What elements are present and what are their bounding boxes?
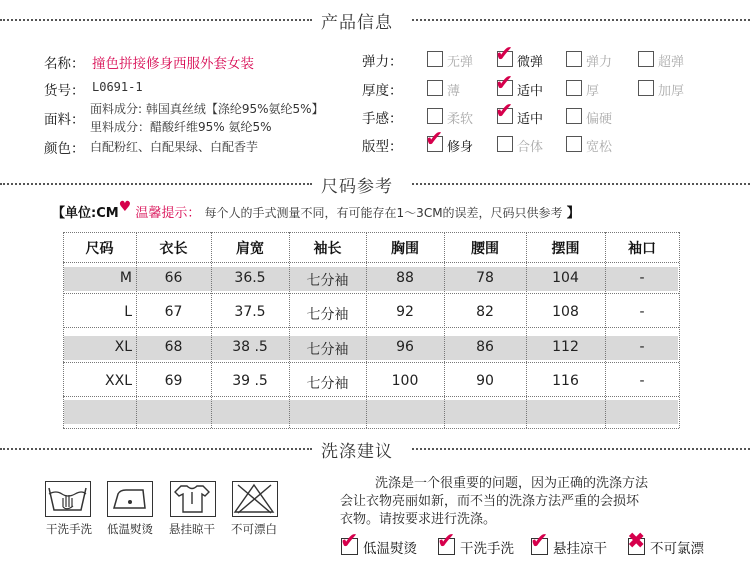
- fabric-label: 面料：: [44, 112, 85, 128]
- option-checkbox[interactable]: [427, 80, 443, 96]
- wash-check-label: 不可氯漂: [650, 541, 704, 557]
- option-checkbox[interactable]: [638, 80, 654, 96]
- table-cell: 68: [164, 339, 183, 355]
- table-cell: L: [124, 304, 132, 320]
- table-cell: 78: [476, 270, 494, 286]
- table-row-line: [63, 428, 679, 429]
- wash-check-label: 悬挂凉干: [553, 541, 607, 557]
- option-label: 弹力: [586, 55, 613, 70]
- wash-check-label: 低温熨烫: [363, 541, 417, 557]
- table-cell: 69: [164, 373, 183, 389]
- wash-check-label: 干洗手洗: [460, 541, 514, 557]
- heart-icon: ♥: [118, 199, 132, 215]
- table-header-cell: 胸围: [391, 241, 419, 257]
- table-cell: 88: [396, 270, 414, 286]
- table-cell: XXL: [105, 373, 132, 389]
- wash-icon-label-1: 低温熨烫: [107, 522, 153, 536]
- low-iron-icon: [107, 481, 153, 517]
- attribute-label: 手感：: [362, 111, 403, 127]
- section-divider: [0, 183, 312, 185]
- checkmark-icon: ✔: [340, 529, 359, 554]
- table-cell: -: [639, 270, 645, 286]
- table-cell: 36.5: [234, 270, 266, 286]
- table-row-line: [63, 232, 679, 233]
- size-note: [52, 199, 580, 221]
- table-cell: 90: [476, 373, 494, 389]
- tip-title: 温馨提示：: [135, 206, 201, 221]
- table-cell: M: [119, 270, 132, 286]
- option-checkbox[interactable]: [566, 80, 582, 96]
- table-cell: 96: [396, 339, 414, 355]
- name-label: 名称：: [44, 56, 85, 72]
- option-label: 合体: [517, 140, 544, 155]
- option-label: 厚: [586, 84, 600, 99]
- wash-icon-label-2: 悬挂晾干: [169, 522, 215, 536]
- table-cell: 67: [164, 304, 183, 320]
- hang-dry-icon: [170, 481, 216, 517]
- table-cell: 86: [476, 339, 494, 355]
- no-bleach-icon: [232, 481, 278, 517]
- section-divider: [0, 448, 312, 450]
- table-cell: 37.5: [234, 304, 266, 320]
- option-label: 偏硬: [586, 112, 613, 127]
- attribute-label: 厚度：: [362, 83, 403, 99]
- table-cell: 116: [552, 373, 579, 389]
- checkmark-icon: ✔: [425, 127, 444, 152]
- tip-text: 每个人的手式测量不同，有可能存在1～3CM的误差，尺码只供参考: [204, 206, 563, 220]
- option-checkbox[interactable]: [566, 108, 582, 124]
- table-cell: -: [639, 373, 645, 389]
- table-header-cell: 尺码: [85, 241, 114, 257]
- section-divider: [0, 19, 312, 21]
- color-value: 白配粉红、白配果绿、白配香芋: [90, 140, 259, 154]
- section-title-wash: 洗涤建议: [321, 442, 393, 462]
- table-cell: XL: [114, 339, 132, 355]
- table-header-cell: 肩宽: [236, 241, 264, 257]
- table-cell: 66: [164, 270, 183, 286]
- table-cell: 108: [552, 304, 579, 320]
- code-value: L0691-1: [92, 80, 143, 94]
- table-cell: 七分袖: [306, 342, 349, 358]
- table-header-cell: 衣长: [159, 241, 188, 257]
- checkmark-icon: ✔: [437, 529, 456, 554]
- option-label: 薄: [447, 84, 461, 99]
- table-cell: 七分袖: [306, 376, 349, 392]
- table-header-cell: 腰围: [471, 241, 499, 257]
- option-label: 宽松: [586, 140, 613, 155]
- hand-wash-icon: [45, 481, 91, 517]
- cross-icon: ✖: [627, 529, 646, 554]
- table-header-cell: 袖口: [628, 241, 656, 257]
- table-row-line: [63, 396, 679, 397]
- table-header-cell: 摆围: [551, 241, 580, 257]
- section-divider: [412, 19, 750, 21]
- option-label: 加厚: [658, 84, 685, 99]
- option-label: 微弹: [517, 55, 544, 70]
- table-cell: -: [639, 339, 645, 355]
- attribute-label: 弹力：: [362, 54, 403, 70]
- wash-text-line-1: 洗涤是一个很重要的问题，因为正确的洗涤方法: [375, 476, 649, 491]
- table-column-line: [679, 232, 680, 428]
- size-unit: 【单位:CM: [52, 206, 119, 221]
- row-stripe: [64, 400, 678, 424]
- table-cell: -: [639, 304, 645, 320]
- option-checkbox[interactable]: [427, 108, 443, 124]
- table-cell: 100: [391, 373, 419, 389]
- table-row-line: [63, 327, 679, 328]
- option-label: 适中: [517, 112, 544, 127]
- section-divider: [412, 183, 750, 185]
- table-row-line: [63, 293, 679, 294]
- checkmark-icon: ✔: [495, 42, 514, 67]
- option-checkbox[interactable]: [638, 51, 654, 67]
- option-checkbox[interactable]: [566, 51, 582, 67]
- checkmark-icon: ✔: [530, 529, 549, 554]
- table-cell: 82: [476, 304, 494, 320]
- section-title-product-info: 产品信息: [321, 13, 393, 33]
- table-row-line: [63, 262, 679, 263]
- table-row-line: [63, 362, 679, 363]
- wash-icon-label-0: 干洗手洗: [46, 522, 92, 536]
- attribute-label: 版型：: [362, 139, 403, 155]
- section-divider: [412, 448, 750, 450]
- fabric-line-2: 里料成分：醋酸纤维95% 氨纶5%: [90, 120, 272, 134]
- table-cell: 92: [396, 304, 414, 320]
- table-cell: 七分袖: [306, 273, 349, 289]
- table-cell: 七分袖: [306, 307, 349, 323]
- option-checkbox[interactable]: [427, 51, 443, 67]
- checkmark-icon: ✔: [495, 99, 514, 124]
- wash-text-line-2: 会让衣物亮丽如新，而不当的洗涤方法严重的会损坏: [340, 494, 640, 509]
- table-header-cell: 袖长: [313, 241, 342, 257]
- table-cell: 104: [552, 270, 579, 286]
- option-checkbox[interactable]: [566, 136, 582, 152]
- section-title-size-ref: 尺码参考: [321, 177, 393, 197]
- table-cell: 112: [552, 339, 579, 355]
- size-note-close: 】: [566, 206, 580, 221]
- option-label: 柔软: [447, 112, 474, 127]
- code-label: 货号：: [44, 83, 85, 99]
- option-label: 修身: [447, 140, 474, 155]
- option-label: 无弹: [447, 55, 474, 70]
- checkmark-icon: ✔: [495, 71, 514, 96]
- option-checkbox[interactable]: [497, 136, 513, 152]
- option-label: 适中: [517, 84, 544, 99]
- option-label: 超弹: [658, 55, 685, 70]
- table-cell: 38 .5: [232, 339, 268, 355]
- table-cell: 39 .5: [232, 373, 268, 389]
- wash-icon-label-3: 不可漂白: [231, 522, 277, 536]
- color-label: 颜色：: [44, 141, 85, 157]
- wash-text-line-3: 衣物。请按要求进行洗涤。: [340, 512, 497, 527]
- fabric-line-1: 面料成分: 韩国真丝绒【涤纶95%氨纶5%】: [90, 102, 324, 116]
- name-value: 撞色拼接修身西服外套女装: [92, 56, 254, 72]
